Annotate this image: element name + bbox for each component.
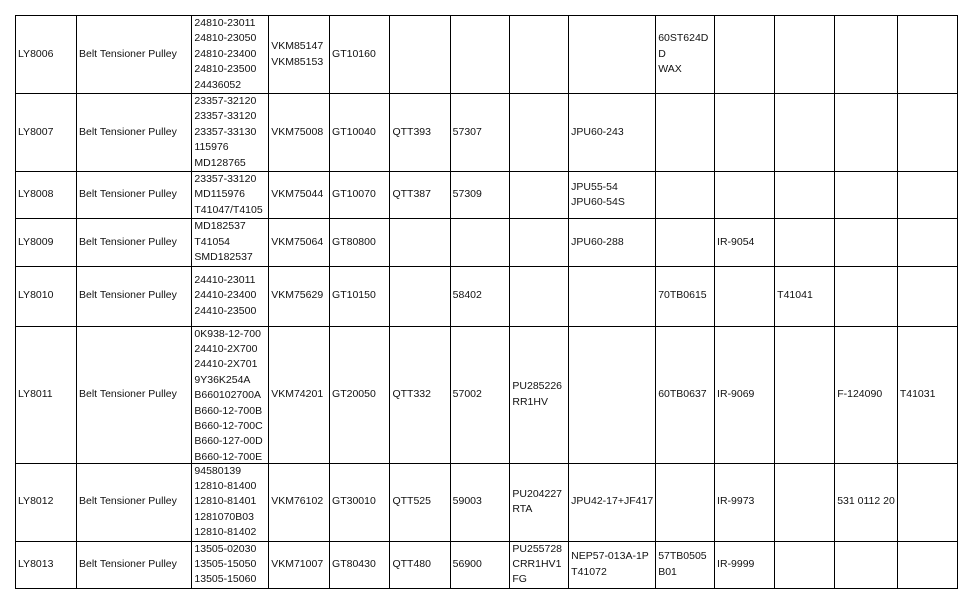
pu-ref-cell bbox=[510, 266, 569, 326]
dayco-ref-cell bbox=[450, 94, 510, 172]
table-row bbox=[16, 266, 958, 326]
part-number: LY8007 bbox=[18, 125, 54, 138]
cell-line: GT10160 bbox=[332, 47, 376, 60]
cell-line: IR-9054 bbox=[717, 235, 755, 248]
part-description: Belt Tensioner Pulley bbox=[79, 125, 177, 138]
table-row bbox=[16, 16, 958, 94]
cell-line: 24810-23050 bbox=[194, 32, 257, 45]
qtt-ref-cell bbox=[390, 16, 450, 94]
cell-line: GT10040 bbox=[332, 125, 376, 138]
description-cell bbox=[77, 541, 192, 588]
oem-numbers-cell bbox=[192, 172, 269, 219]
cell-line: 23357-33130 bbox=[194, 125, 257, 138]
table-row bbox=[16, 541, 958, 588]
cell-line: VKM74201 bbox=[271, 387, 324, 400]
t-ref-cell bbox=[775, 94, 835, 172]
gates-ref-cell bbox=[330, 266, 390, 326]
cell-line: VKM85153 bbox=[271, 55, 324, 68]
cell-line: 24436052 bbox=[194, 78, 242, 91]
cell-line: B660102700A bbox=[194, 389, 261, 402]
dayco-ref-cell bbox=[450, 541, 510, 588]
description-cell bbox=[77, 219, 192, 266]
cell-line: 56900 bbox=[452, 557, 482, 570]
t-ref-cell bbox=[775, 172, 835, 219]
cell-line: 531 0112 20 bbox=[837, 495, 895, 508]
table-row bbox=[16, 326, 958, 463]
part-description: Belt Tensioner Pulley bbox=[79, 235, 177, 248]
cell-line: PU204227 bbox=[512, 487, 563, 500]
cell-line: NEP57-013A-1P bbox=[571, 550, 649, 563]
part-description: Belt Tensioner Pulley bbox=[79, 47, 177, 60]
description-cell bbox=[77, 16, 192, 94]
gates-ref-cell bbox=[330, 326, 390, 463]
skf-ref-cell bbox=[269, 541, 330, 588]
part-description: Belt Tensioner Pulley bbox=[79, 495, 177, 508]
cell-line: VKM75064 bbox=[271, 235, 324, 248]
cell-line: 24410-2X700 bbox=[194, 342, 258, 355]
part-number: LY8008 bbox=[18, 188, 54, 201]
skf-ref-cell bbox=[269, 219, 330, 266]
tb-ref-cell bbox=[656, 266, 715, 326]
part-number-cell bbox=[16, 16, 77, 94]
extra-ref-cell bbox=[897, 16, 957, 94]
cell-line: MD115976 bbox=[194, 188, 245, 201]
cell-line: 24410-23011 bbox=[194, 273, 256, 286]
cell-line: 13505-02030 bbox=[194, 542, 257, 555]
oem-numbers-cell bbox=[192, 16, 269, 94]
ir-ref-cell bbox=[715, 463, 775, 541]
tb-ref-cell bbox=[656, 219, 715, 266]
cell-line: 60ST624DD bbox=[658, 32, 709, 60]
cell-line: JPU60-288 bbox=[571, 235, 624, 248]
qtt-ref-cell bbox=[390, 219, 450, 266]
cell-line: 0K938-12-700 bbox=[194, 327, 261, 340]
jpu-ref-cell bbox=[569, 16, 656, 94]
qtt-ref-cell bbox=[390, 541, 450, 588]
cell-line: 94580139 bbox=[194, 464, 242, 477]
part-number: LY8012 bbox=[18, 495, 54, 508]
pu-ref-cell bbox=[510, 326, 569, 463]
cell-line: VKM75008 bbox=[271, 125, 324, 138]
table-row bbox=[16, 94, 958, 172]
pu-ref-cell bbox=[510, 94, 569, 172]
cell-line: 57307 bbox=[452, 125, 482, 138]
cell-line: JPU42-17+JF417 bbox=[571, 495, 654, 508]
ir-ref-cell bbox=[715, 266, 775, 326]
oem-numbers-cell bbox=[192, 463, 269, 541]
f-ref-cell bbox=[835, 266, 898, 326]
qtt-ref-cell bbox=[390, 326, 450, 463]
skf-ref-cell bbox=[269, 463, 330, 541]
cell-line: MD128765 bbox=[194, 156, 246, 169]
cell-line: GT10150 bbox=[332, 289, 376, 302]
cell-line: 57309 bbox=[452, 188, 482, 201]
cell-line: 24410-23500 bbox=[194, 304, 257, 317]
cell-line: QTT480 bbox=[392, 557, 431, 570]
gates-ref-cell bbox=[330, 172, 390, 219]
cell-line: 24810-23500 bbox=[194, 63, 257, 76]
pu-ref-cell bbox=[510, 463, 569, 541]
cell-line: 24410-2X701 bbox=[194, 358, 258, 371]
cell-line: QTT387 bbox=[392, 188, 431, 201]
jpu-ref-cell bbox=[569, 463, 656, 541]
extra-ref-cell bbox=[897, 172, 957, 219]
dayco-ref-cell bbox=[450, 219, 510, 266]
description-cell bbox=[77, 463, 192, 541]
ir-ref-cell bbox=[715, 172, 775, 219]
qtt-ref-cell bbox=[390, 266, 450, 326]
cell-line: WAX bbox=[658, 63, 682, 76]
cell-line: 1281070B03 bbox=[194, 510, 254, 523]
cell-line: 24810-23400 bbox=[194, 47, 257, 60]
part-number-cell bbox=[16, 326, 77, 463]
t-ref-cell bbox=[775, 219, 835, 266]
tb-ref-cell bbox=[656, 326, 715, 463]
cell-line: 24810-23011 bbox=[194, 17, 256, 29]
cell-line: PU285226 bbox=[512, 380, 563, 393]
cell-line: B660-12-700E bbox=[194, 450, 263, 462]
description-cell bbox=[77, 326, 192, 463]
description-cell bbox=[77, 266, 192, 326]
part-number: LY8010 bbox=[18, 289, 54, 302]
part-number: LY8013 bbox=[18, 557, 54, 570]
cell-line: 23357-33120 bbox=[194, 173, 257, 186]
cell-line: 24410-23400 bbox=[194, 289, 257, 302]
gates-ref-cell bbox=[330, 541, 390, 588]
gates-ref-cell bbox=[330, 94, 390, 172]
dayco-ref-cell bbox=[450, 16, 510, 94]
extra-ref-cell bbox=[897, 463, 957, 541]
f-ref-cell bbox=[835, 541, 898, 588]
part-number-cell bbox=[16, 541, 77, 588]
cell-line: F-124090 bbox=[837, 387, 883, 400]
table-row bbox=[16, 172, 958, 219]
oem-numbers-cell bbox=[192, 326, 269, 463]
cell-line: GT10070 bbox=[332, 188, 376, 201]
tb-ref-cell bbox=[656, 94, 715, 172]
cell-line: B660-12-700C bbox=[194, 419, 263, 432]
part-description: Belt Tensioner Pulley bbox=[79, 387, 177, 400]
skf-ref-cell bbox=[269, 16, 330, 94]
f-ref-cell bbox=[835, 172, 898, 219]
cell-line: 13505-15050 bbox=[194, 557, 257, 570]
jpu-ref-cell bbox=[569, 172, 656, 219]
part-number-cell bbox=[16, 463, 77, 541]
part-number: LY8009 bbox=[18, 235, 54, 248]
part-description: Belt Tensioner Pulley bbox=[79, 188, 177, 201]
cell-line: MD182537 bbox=[194, 220, 246, 233]
oem-numbers-cell bbox=[192, 266, 269, 326]
pu-ref-cell bbox=[510, 541, 569, 588]
ir-ref-cell bbox=[715, 94, 775, 172]
cell-line: 70TB0615 bbox=[658, 289, 707, 302]
f-ref-cell bbox=[835, 94, 898, 172]
jpu-ref-cell bbox=[569, 266, 656, 326]
cell-line: 23357-32120 bbox=[194, 95, 257, 108]
cell-line: 12810-81402 bbox=[194, 526, 257, 539]
table-row bbox=[16, 219, 958, 266]
part-number: LY8011 bbox=[18, 387, 53, 400]
cell-line: T41047/T4105 bbox=[194, 203, 263, 216]
pu-ref-cell bbox=[510, 16, 569, 94]
ir-ref-cell bbox=[715, 326, 775, 463]
cell-line: 12810-81401 bbox=[194, 495, 257, 508]
extra-ref-cell bbox=[897, 219, 957, 266]
cell-line: T41031 bbox=[899, 387, 936, 400]
f-ref-cell bbox=[835, 219, 898, 266]
extra-ref-cell bbox=[897, 326, 957, 463]
t-ref-cell bbox=[775, 326, 835, 463]
cell-line: IR-9999 bbox=[717, 557, 755, 570]
tb-ref-cell bbox=[656, 463, 715, 541]
cell-line: VKM75044 bbox=[271, 188, 324, 201]
oem-numbers-cell bbox=[192, 541, 269, 588]
cell-line: IR-9973 bbox=[717, 495, 755, 508]
description-cell bbox=[77, 94, 192, 172]
dayco-ref-cell bbox=[450, 172, 510, 219]
skf-ref-cell bbox=[269, 266, 330, 326]
extra-ref-cell bbox=[897, 266, 957, 326]
cell-line: 57002 bbox=[452, 387, 482, 400]
dayco-ref-cell bbox=[450, 463, 510, 541]
cell-line: 23357-33120 bbox=[194, 110, 257, 123]
description-cell bbox=[77, 172, 192, 219]
part-number-cell bbox=[16, 172, 77, 219]
cell-line: 58402 bbox=[452, 289, 482, 302]
jpu-ref-cell bbox=[569, 326, 656, 463]
qtt-ref-cell bbox=[390, 94, 450, 172]
ir-ref-cell bbox=[715, 541, 775, 588]
tb-ref-cell bbox=[656, 16, 715, 94]
f-ref-cell bbox=[835, 326, 898, 463]
gates-ref-cell bbox=[330, 463, 390, 541]
cell-line: GT80430 bbox=[332, 557, 376, 570]
extra-ref-cell bbox=[897, 541, 957, 588]
part-description: Belt Tensioner Pulley bbox=[79, 289, 177, 302]
cell-line: GT30010 bbox=[332, 495, 376, 508]
oem-numbers-cell bbox=[192, 94, 269, 172]
ir-ref-cell bbox=[715, 16, 775, 94]
t-ref-cell bbox=[775, 16, 835, 94]
cell-line: RTA bbox=[512, 503, 533, 516]
cell-line: VKM71007 bbox=[271, 557, 324, 570]
cell-line: 57TB0505B01 bbox=[658, 550, 707, 578]
cell-line: VKM85147 bbox=[271, 40, 324, 53]
ir-ref-cell bbox=[715, 219, 775, 266]
t-ref-cell bbox=[775, 463, 835, 541]
dayco-ref-cell bbox=[450, 326, 510, 463]
gates-ref-cell bbox=[330, 219, 390, 266]
cell-line: GT80800 bbox=[332, 235, 376, 248]
tb-ref-cell bbox=[656, 172, 715, 219]
cell-line: B660-12-700B bbox=[194, 404, 263, 417]
cell-line: 60TB0637 bbox=[658, 387, 707, 400]
part-number-cell bbox=[16, 94, 77, 172]
pu-ref-cell bbox=[510, 172, 569, 219]
cell-line: QTT393 bbox=[392, 125, 431, 138]
part-number-cell bbox=[16, 219, 77, 266]
cell-line: QTT332 bbox=[392, 387, 431, 400]
jpu-ref-cell bbox=[569, 94, 656, 172]
tb-ref-cell bbox=[656, 541, 715, 588]
cell-line: JPU55-54 bbox=[571, 180, 618, 193]
cell-line: JPU60-54S bbox=[571, 196, 625, 209]
gates-ref-cell bbox=[330, 16, 390, 94]
cell-line: T41072 bbox=[571, 565, 607, 578]
cell-line: JPU60-243 bbox=[571, 125, 624, 138]
skf-ref-cell bbox=[269, 94, 330, 172]
qtt-ref-cell bbox=[390, 463, 450, 541]
cell-line: 13505-15060 bbox=[194, 573, 257, 586]
skf-ref-cell bbox=[269, 326, 330, 463]
cell-line: PU255728CRR1HV1FG bbox=[512, 542, 563, 586]
parts-cross-reference-table bbox=[15, 15, 958, 589]
cell-line: 59003 bbox=[452, 495, 482, 508]
f-ref-cell bbox=[835, 463, 898, 541]
part-number-cell bbox=[16, 266, 77, 326]
cell-line: VKM75629 bbox=[271, 289, 324, 302]
cell-line: T41041 bbox=[777, 289, 813, 302]
cell-line: GT20050 bbox=[332, 387, 376, 400]
pu-ref-cell bbox=[510, 219, 569, 266]
t-ref-cell bbox=[775, 541, 835, 588]
table-row bbox=[16, 463, 958, 541]
part-description: Belt Tensioner Pulley bbox=[79, 557, 177, 570]
jpu-ref-cell bbox=[569, 541, 656, 588]
dayco-ref-cell bbox=[450, 266, 510, 326]
extra-ref-cell bbox=[897, 94, 957, 172]
f-ref-cell bbox=[835, 16, 898, 94]
cell-line: VKM76102 bbox=[271, 495, 324, 508]
cell-line: B660-127-00D bbox=[194, 435, 263, 448]
cell-line: 9Y36K254A bbox=[194, 373, 251, 386]
cell-line: SMD182537 bbox=[194, 251, 253, 264]
cell-line: IR-9069 bbox=[717, 387, 755, 400]
cell-line: 115976 bbox=[194, 141, 229, 154]
oem-numbers-cell bbox=[192, 219, 269, 266]
qtt-ref-cell bbox=[390, 172, 450, 219]
part-number: LY8006 bbox=[18, 47, 54, 60]
cell-line: QTT525 bbox=[392, 495, 431, 508]
jpu-ref-cell bbox=[569, 219, 656, 266]
skf-ref-cell bbox=[269, 172, 330, 219]
cell-line: RR1HV bbox=[512, 395, 548, 408]
cell-line: T41054 bbox=[194, 235, 231, 248]
t-ref-cell bbox=[775, 266, 835, 326]
cell-line: 12810-81400 bbox=[194, 479, 257, 492]
